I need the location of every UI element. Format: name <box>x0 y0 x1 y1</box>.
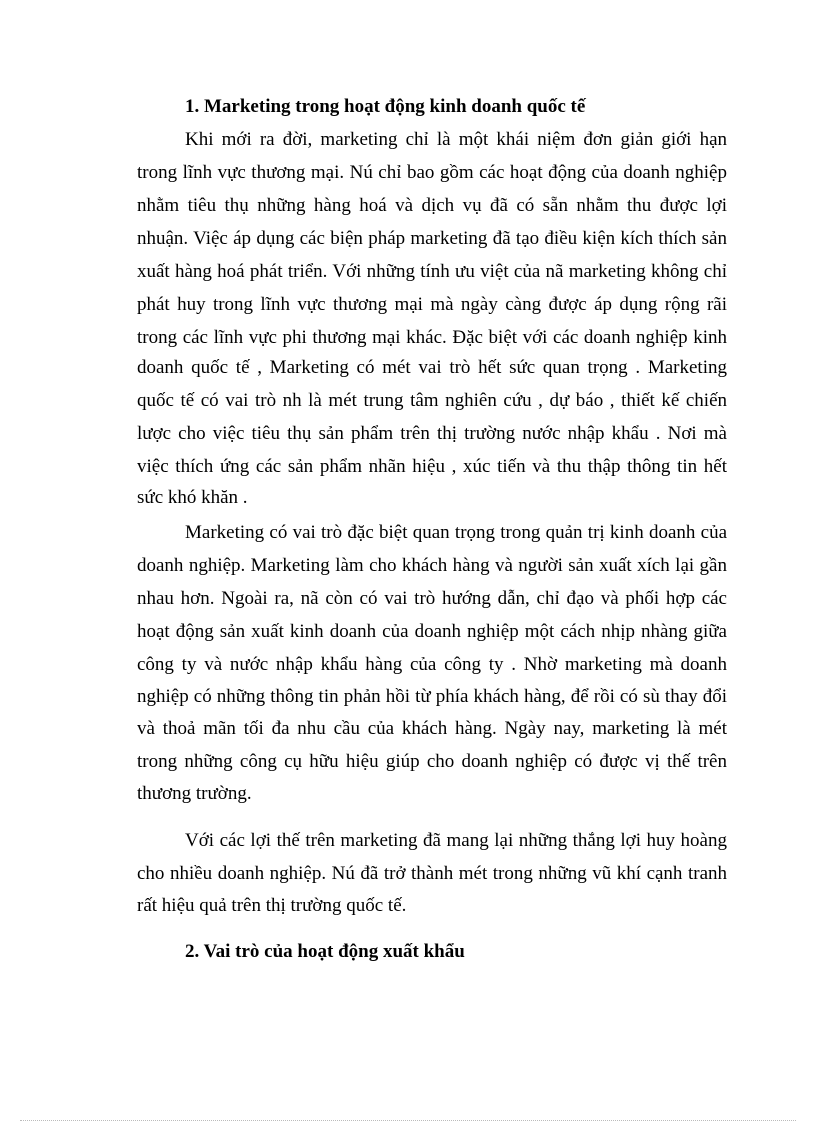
paragraph-line: công ty và nước nhập khẩu hàng của công ty . Nhờ marketing mà doanh <box>137 654 727 675</box>
paragraph-line: Với các lợi thế trên marketing đã mang lại những thắng lợi huy hoàng <box>185 830 727 851</box>
paragraph-line: lược cho việc tiêu thụ sản phẩm trên thị trường nước nhập khẩu . Nơi mà <box>137 423 727 444</box>
paragraph-line: thương trường. <box>137 783 252 804</box>
paragraph-line: nhằm tiêu thụ những hàng hoá và dịch vụ đã có sẵn nhằm thu được lợi <box>137 195 727 216</box>
paragraph-line: Khi mới ra đời, marketing chỉ là một khái niệm đơn giản giới hạn <box>185 129 727 150</box>
paragraph-line: trong những công cụ hữu hiệu giúp cho doanh nghiệp có được vị thế trên <box>137 751 727 772</box>
paragraph-line: sức khó khăn . <box>137 487 248 508</box>
paragraph-line: doanh nghiệp. Marketing làm cho khách hàng và người sản xuất xích lại gần <box>137 555 727 576</box>
paragraph-line: hoạt động sản xuất kinh doanh của doanh nghiệp một cách nhịp nhàng giữa <box>137 621 727 642</box>
paragraph-line: phát huy trong lĩnh vực thương mại mà ngày càng được áp dụng rộng rãi <box>137 294 727 315</box>
paragraph-line: rất hiệu quả trên thị trường quốc tế. <box>137 895 407 916</box>
paragraph-line: nghiệp có những thông tin phản hồi từ phía khách hàng, để rồi có sù thay đổi <box>137 686 727 707</box>
paragraph-line: trong lĩnh vực thương mại. Nú chỉ bao gồm các hoạt động của doanh nghiệp <box>137 162 727 183</box>
paragraph-line: quốc tế có vai trò nh là mét trung tâm nghiên cứu , dự báo , thiết kế chiến <box>137 390 727 411</box>
paragraph-line: cho nhiều doanh nghiệp. Nú đã trở thành mét trong những vũ khí cạnh tranh <box>137 863 727 884</box>
page-bottom-rule <box>20 1120 796 1121</box>
paragraph-line: việc thích ứng các sản phẩm nhãn hiệu , xúc tiến và thu thập thông tin hết <box>137 456 727 477</box>
paragraph-line: doanh quốc tế , Marketing có mét vai trò hết sức quan trọng . Marketing <box>137 357 727 378</box>
paragraph-line: nhau hơn. Ngoài ra, nã còn có vai trò hướng dẫn, chỉ đạo và phối hợp các <box>137 588 727 609</box>
paragraph-line: xuất hàng hoá phát triển. Với những tính ưu việt của nã marketing không chỉ <box>137 261 727 282</box>
paragraph-line: Marketing có vai trò đặc biệt quan trọng trong quản trị kinh doanh của <box>185 522 727 543</box>
section-heading-2: 2. Vai trò của hoạt động xuất khẩu <box>185 941 465 962</box>
paragraph-line: trong các lĩnh vực phi thương mại khác. Đặc biệt với các doanh nghiệp kinh <box>137 327 727 348</box>
paragraph-line: nhuận. Việc áp dụng các biện pháp marketing đã tạo điều kiện kích thích sản <box>137 228 727 249</box>
paragraph-line: và thoả mãn tối đa nhu cầu của khách hàng. Ngày nay, marketing là mét <box>137 718 727 739</box>
section-heading-1: 1. Marketing trong hoạt động kinh doanh quốc tế <box>185 96 586 117</box>
